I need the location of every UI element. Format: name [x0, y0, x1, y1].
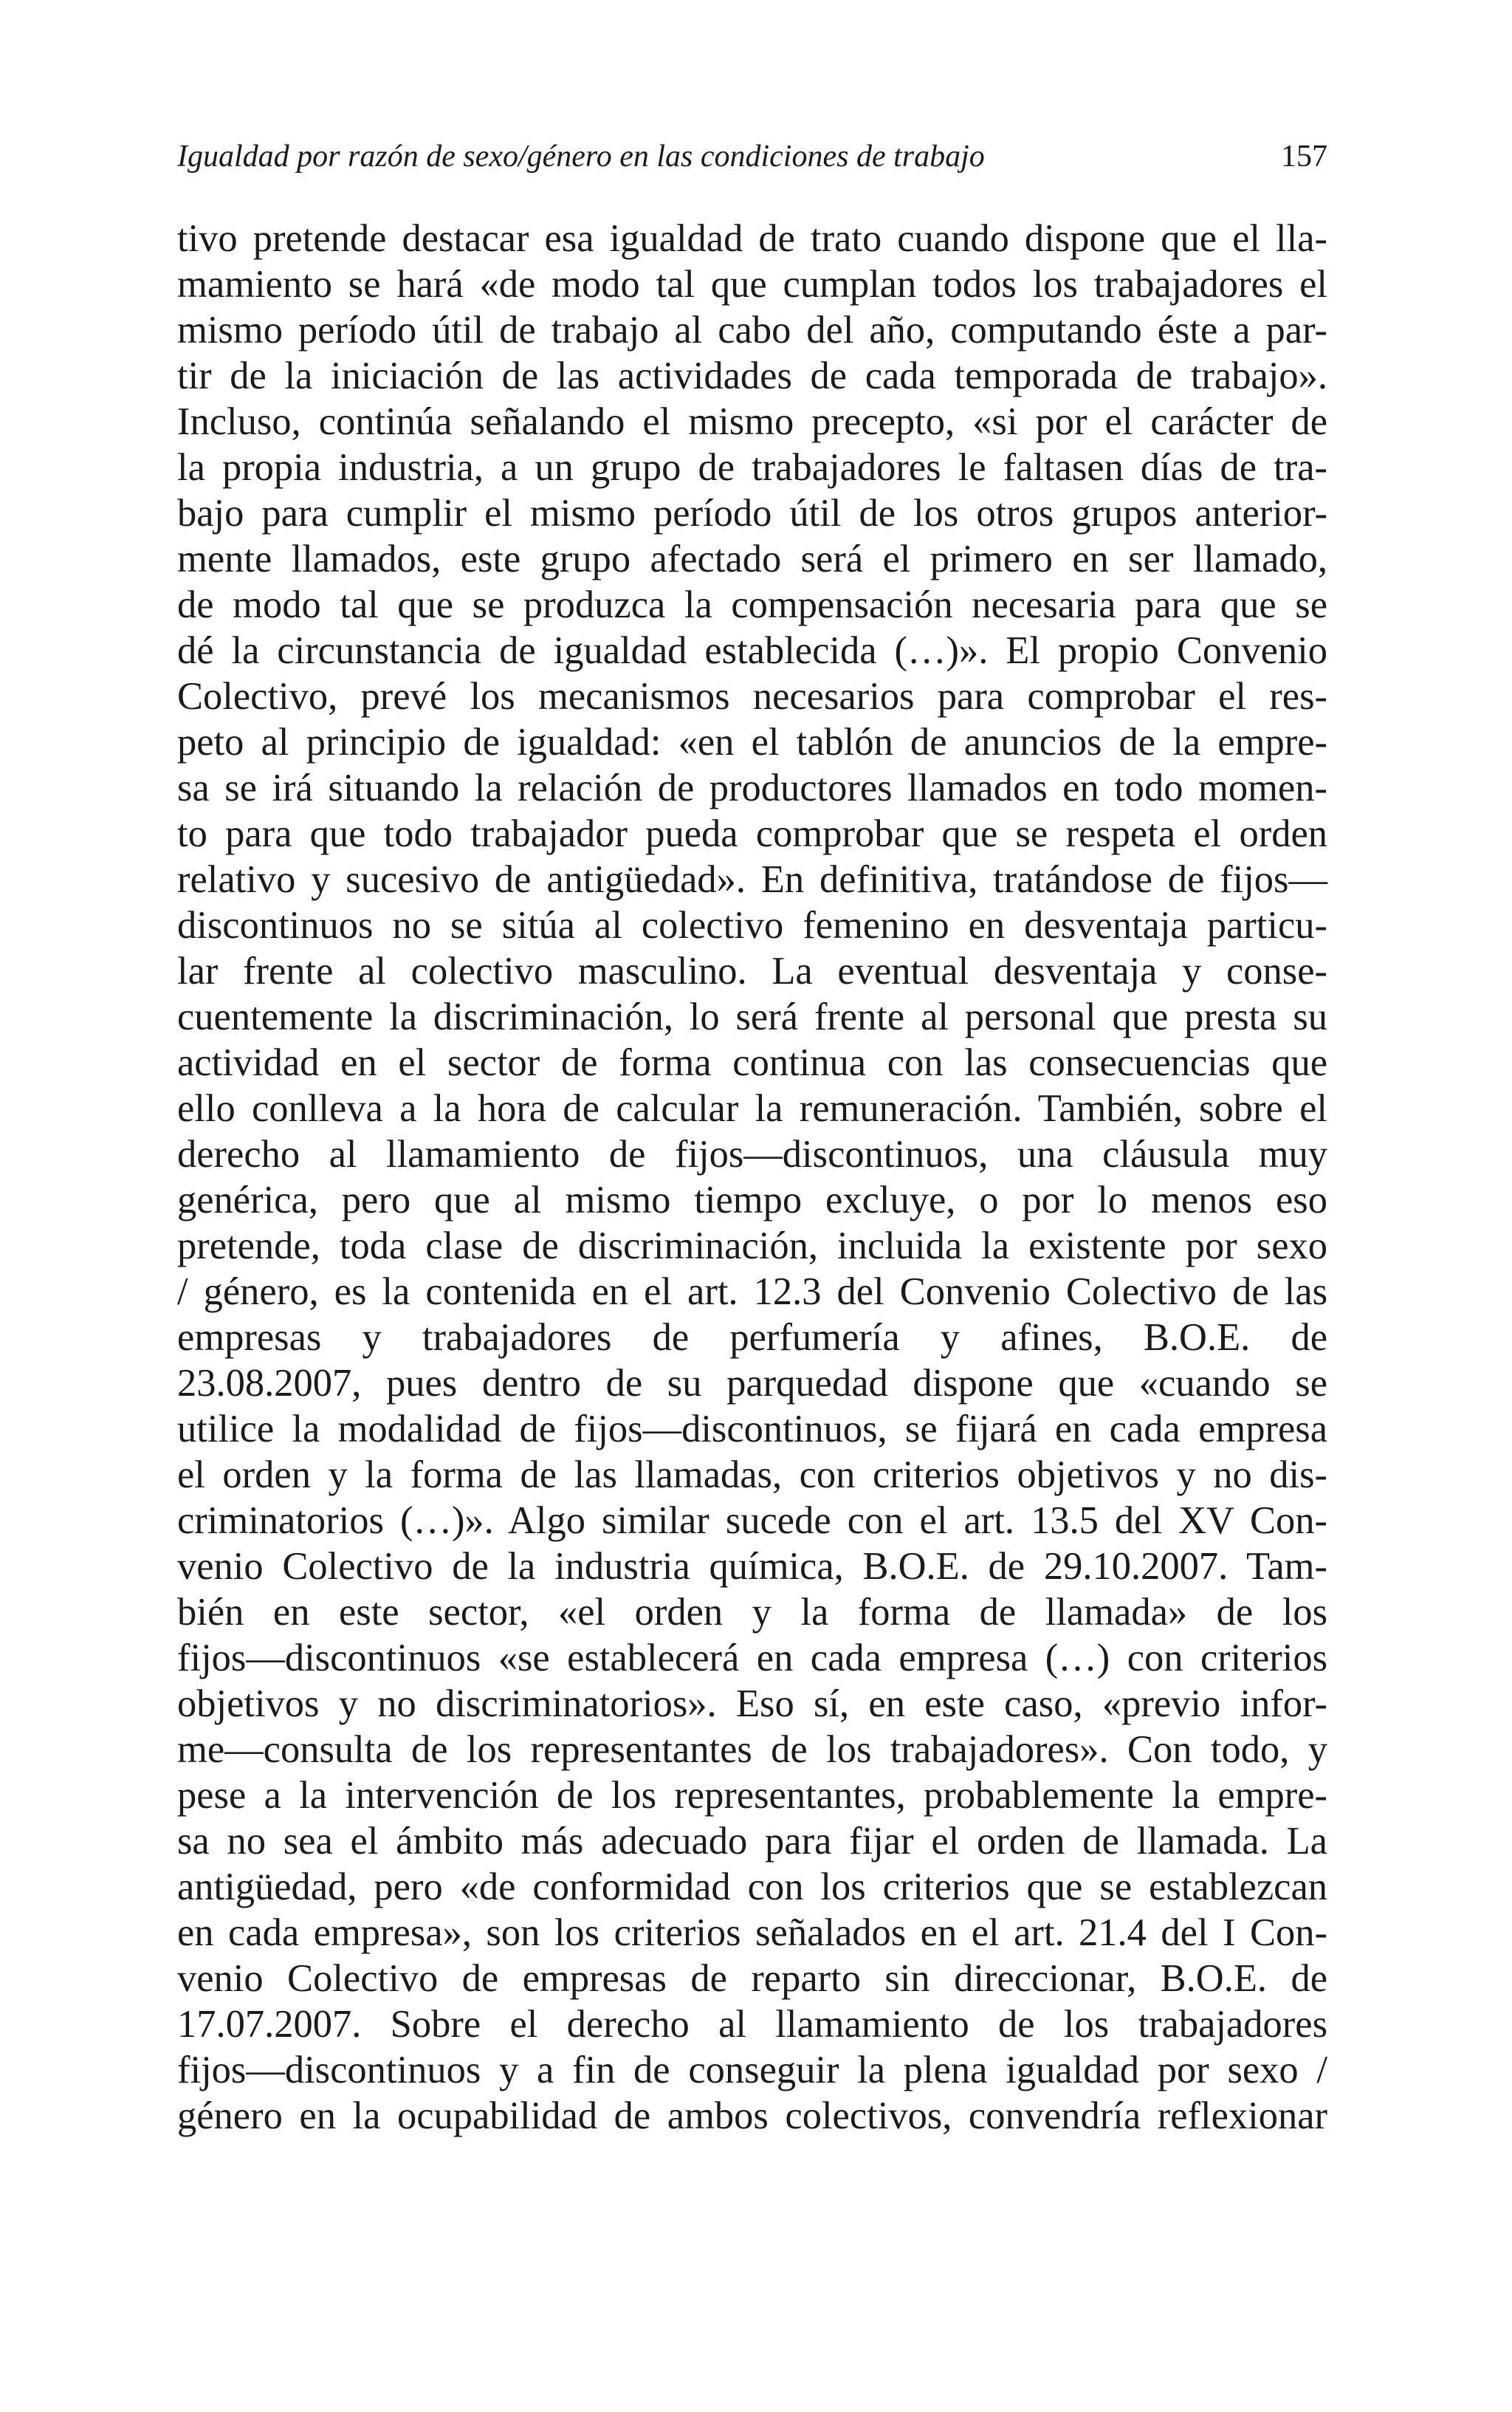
text-line: Colectivo, prevé los mecanismos necesarios para comprobar el res-: [177, 675, 1327, 718]
text-line: venio Colectivo de empresas de reparto sin direccionar, B.O.E. de: [177, 1957, 1327, 2000]
text-line: sa se irá situando la relación de productores llamados en todo momen-: [177, 767, 1327, 809]
text-line: bajo para cumplir el mismo período útil de los otros grupos anterior-: [177, 492, 1327, 535]
text-line: la propia industria, a un grupo de trabajadores le faltasen días de tra-: [177, 446, 1327, 489]
text-line: género en la ocupabilidad de ambos colectivos, convendría reflexionar: [177, 2094, 1327, 2137]
text-line: / género, es la contenida en el art. 12.3 del Convenio Colectivo de las: [177, 1270, 1327, 1313]
text-line: genérica, pero que al mismo tiempo excluye, o por lo menos eso: [177, 1179, 1327, 1222]
text-line: pretende, toda clase de discriminación, incluida la existente por sexo: [177, 1224, 1327, 1267]
page-number: 157: [1281, 140, 1327, 174]
text-line: tir de la iniciación de las actividades de cada temporada de trabajo».: [177, 354, 1327, 397]
text-line: pese a la intervención de los representantes, probablemente la empre-: [177, 1774, 1327, 1817]
text-line: peto al principio de igualdad: «en el tablón de anuncios de la empre-: [177, 721, 1327, 764]
text-line: el orden y la forma de las llamadas, con criterios objetivos y no dis-: [177, 1453, 1327, 1496]
text-line: objetivos y no discriminatorios». Eso sí, en este caso, «previo infor-: [177, 1682, 1327, 1725]
text-line: mente llamados, este grupo afectado será el primero en ser llamado,: [177, 538, 1327, 580]
text-line: empresas y trabajadores de perfumería y afines, B.O.E. de: [177, 1316, 1327, 1359]
text-line: criminatorios (…)». Algo similar sucede con el art. 13.5 del XV Con-: [177, 1499, 1327, 1542]
text-line: venio Colectivo de la industria química, B.O.E. de 29.10.2007. Tam-: [177, 1545, 1327, 1588]
text-line: en cada empresa», son los criterios señalados en el art. 21.4 del I Con-: [177, 1911, 1327, 1954]
text-line: dé la circunstancia de igualdad establecida (…)». El propio Convenio: [177, 629, 1327, 672]
text-line: fijos—discontinuos «se establecerá en cada empresa (…) con criterios: [177, 1637, 1327, 1679]
text-line: ello conlleva a la hora de calcular la remuneración. También, sobre el: [177, 1087, 1327, 1130]
text-line: discontinuos no se sitúa al colectivo femenino en desventaja particu-: [177, 904, 1327, 947]
text-line: to para que todo trabajador pueda comprobar que se respeta el orden: [177, 812, 1327, 855]
text-line: mamiento se hará «de modo tal que cumplan todos los trabajadores el: [177, 263, 1327, 306]
text-line: 23.08.2007, pues dentro de su parquedad dispone que «cuando se: [177, 1362, 1327, 1405]
text-line: fijos—discontinuos y a fin de conseguir la plena igualdad por sexo /: [177, 2049, 1327, 2091]
body-text: [177, 216, 1327, 2139]
text-line: utilice la modalidad de fijos—discontinuos, se fijará en cada empresa: [177, 1408, 1327, 1450]
text-line: Incluso, continúa señalando el mismo precepto, «si por el carácter de: [177, 400, 1327, 443]
running-header: [177, 139, 1327, 183]
text-line: cuentemente la discriminación, lo será frente al personal que presta su: [177, 996, 1327, 1038]
text-line: antigüedad, pero «de conformidad con los criterios que se establezcan: [177, 1865, 1327, 1908]
text-line: me—consulta de los representantes de los trabajadores». Con todo, y: [177, 1728, 1327, 1771]
text-line: lar frente al colectivo masculino. La eventual desventaja y conse-: [177, 950, 1327, 993]
text-line: actividad en el sector de forma continua con las consecuencias que: [177, 1041, 1327, 1084]
text-line: sa no sea el ámbito más adecuado para fijar el orden de llamada. La: [177, 1820, 1327, 1863]
text-line: 17.07.2007. Sobre el derecho al llamamiento de los trabajadores: [177, 2003, 1327, 2046]
text-line: relativo y sucesivo de antigüedad». En definitiva, tratándose de fijos—: [177, 858, 1327, 901]
running-title: Igualdad por razón de sexo/género en las condiciones de trabajo: [177, 140, 985, 174]
text-line: derecho al llamamiento de fijos—discontinuos, una cláusula muy: [177, 1133, 1327, 1176]
text-line: tivo pretende destacar esa igualdad de trato cuando dispone que el lla-: [177, 217, 1327, 260]
text-line: bién en este sector, «el orden y la forma de llamada» de los: [177, 1591, 1327, 1634]
text-line: de modo tal que se produzca la compensación necesaria para que se: [177, 583, 1327, 626]
text-line: mismo período útil de trabajo al cabo del año, computando éste a par-: [177, 309, 1327, 352]
